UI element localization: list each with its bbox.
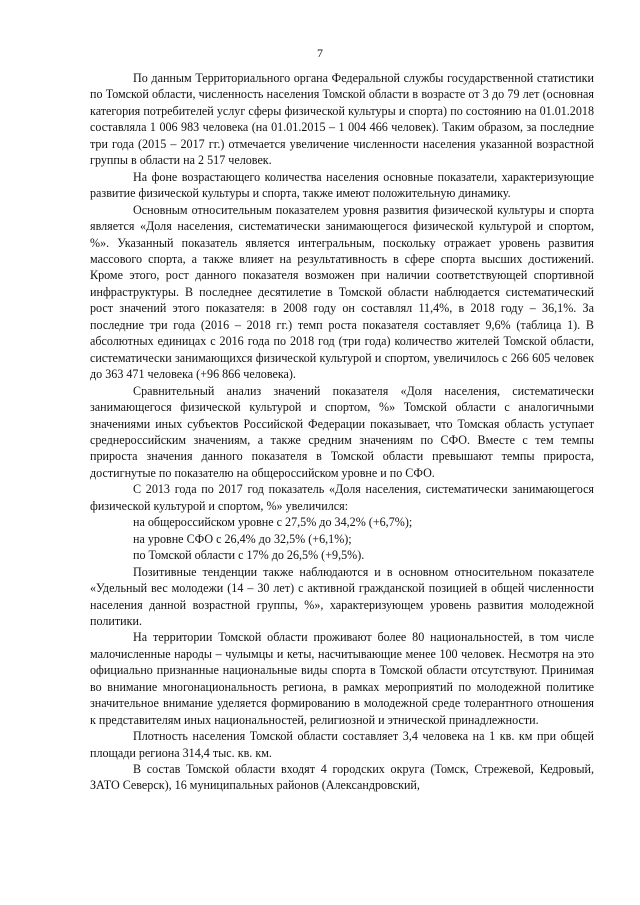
paragraph-youth-policy: Позитивные тенденции также наблюдаются и в основном относительном показателе «Удельный вес молодежи (14 – 30 лет) с активной гражданской позицией в общей численности населения данной возрастной группы, %», характеризующем уровень развития молодежной политики. [90,564,594,628]
paragraph-population: По данным Территориального органа Федеральной службы государственной статистики по Томской области, численность населения Томской области в возрасте от 3 до 79 лет (основная категория потребителей услуг сферы физической культуры и спорта) по состоянию на 01.01.2018 составляла 1 006 983 человека (на 01.01.2015 – 1 004 466 человек). Таким образом, за последние три года (2015 – 2017 гг.) отмечается увеличение численности населения указанной возрастной группы в области на 2 517 человек. [90,71,594,168]
body-text [90,70,594,794]
paragraph-growth-intro: С 2013 года по 2017 год показатель «Доля населения, систематически занимающегося физической культурой и спортом, %» увеличился: [90,482,594,513]
list-item-russia: на общероссийском уровне с 27,5% до 34,2% (+6,7%); [133,515,413,530]
paragraph-main-indicator: Основным относительным показателем уровня развития физической культуры и спорта является «Доля населения, систематически занимающегося физической культурой и спортом, %». Указанный показатель является интегральным, поскольку отражает уровень развития массового спорта, а также влияет на результативность в сфере спорта высших достижений. Кроме этого, рост данного показателя возможен при наличии соответствующей спортивной инфраструктуры. В последнее десятилетие в Томской области наблюдается систематический рост значений этого показателя: в 2008 году он составлял 11,4%, в 2018 году – 36,1%. За последние три года (2016 – 2018 гг.) темп роста показателя составляет 9,6% (таблица 1). В абсолютных единицах с 2016 года по 2018 год (три года) количество жителей Томской области, систематически занимающихся физической культурой и спортом, увеличилось с 266 605 человек до 363 471 человека (+96 866 человека). [90,202,594,382]
paragraph-indicators-dynamics: На фоне возрастающего количества населения основные показатели, характеризующие развитие физической культуры и спорта, также имеют положительную динамику. [90,169,594,201]
list-item-tomsk: по Томской области с 17% до 26,5% (+9,5%). [133,548,365,563]
list-item-sfo: на уровне СФО с 26,4% до 32,5% (+6,1%); [133,531,352,546]
paragraph-comparative-analysis: Сравнительный анализ значений показателя «Доля населения, систематически занимающегося физической культурой и спортом, %» Томской области с аналогичными значениями иных субъектов Российской Федерации показывает, что Томская область уступает среднероссийским значениям, а также средним значениям по СФО. Вместе с тем темпы прироста значения данного показателя в Томской области превышают темпы прироста, достигнутые по показателю на общероссийском уровне и по СФО. [90,383,594,480]
paragraph-composition: В состав Томской области входят 4 городских округа (Томск, Стрежевой, Кедровый, ЗАТО Северск), 16 муниципальных районов (Александровский, [90,762,594,793]
paragraph-nationalities: На территории Томской области проживают более 80 национальностей, в том числе малочисленные народы – чулымцы и кеты, насчитывающие менее 100 человек. Несмотря на это официально признанные национальные виды спорта в Томской области отсутствуют. Принимая во внимание многонациональность региона, в рамках мероприятий по молодежной политике значительное внимание уделяется формированию в молодежной среде толерантного отношения к представителям иных национальностей, религиозной и этнической принадлежности. [90,630,594,727]
page-number: 7 [317,46,323,60]
paragraph-density: Плотность населения Томской области составляет 3,4 человека на 1 кв. км при общей площади региона 314,4 тыс. кв. км. [90,729,594,760]
